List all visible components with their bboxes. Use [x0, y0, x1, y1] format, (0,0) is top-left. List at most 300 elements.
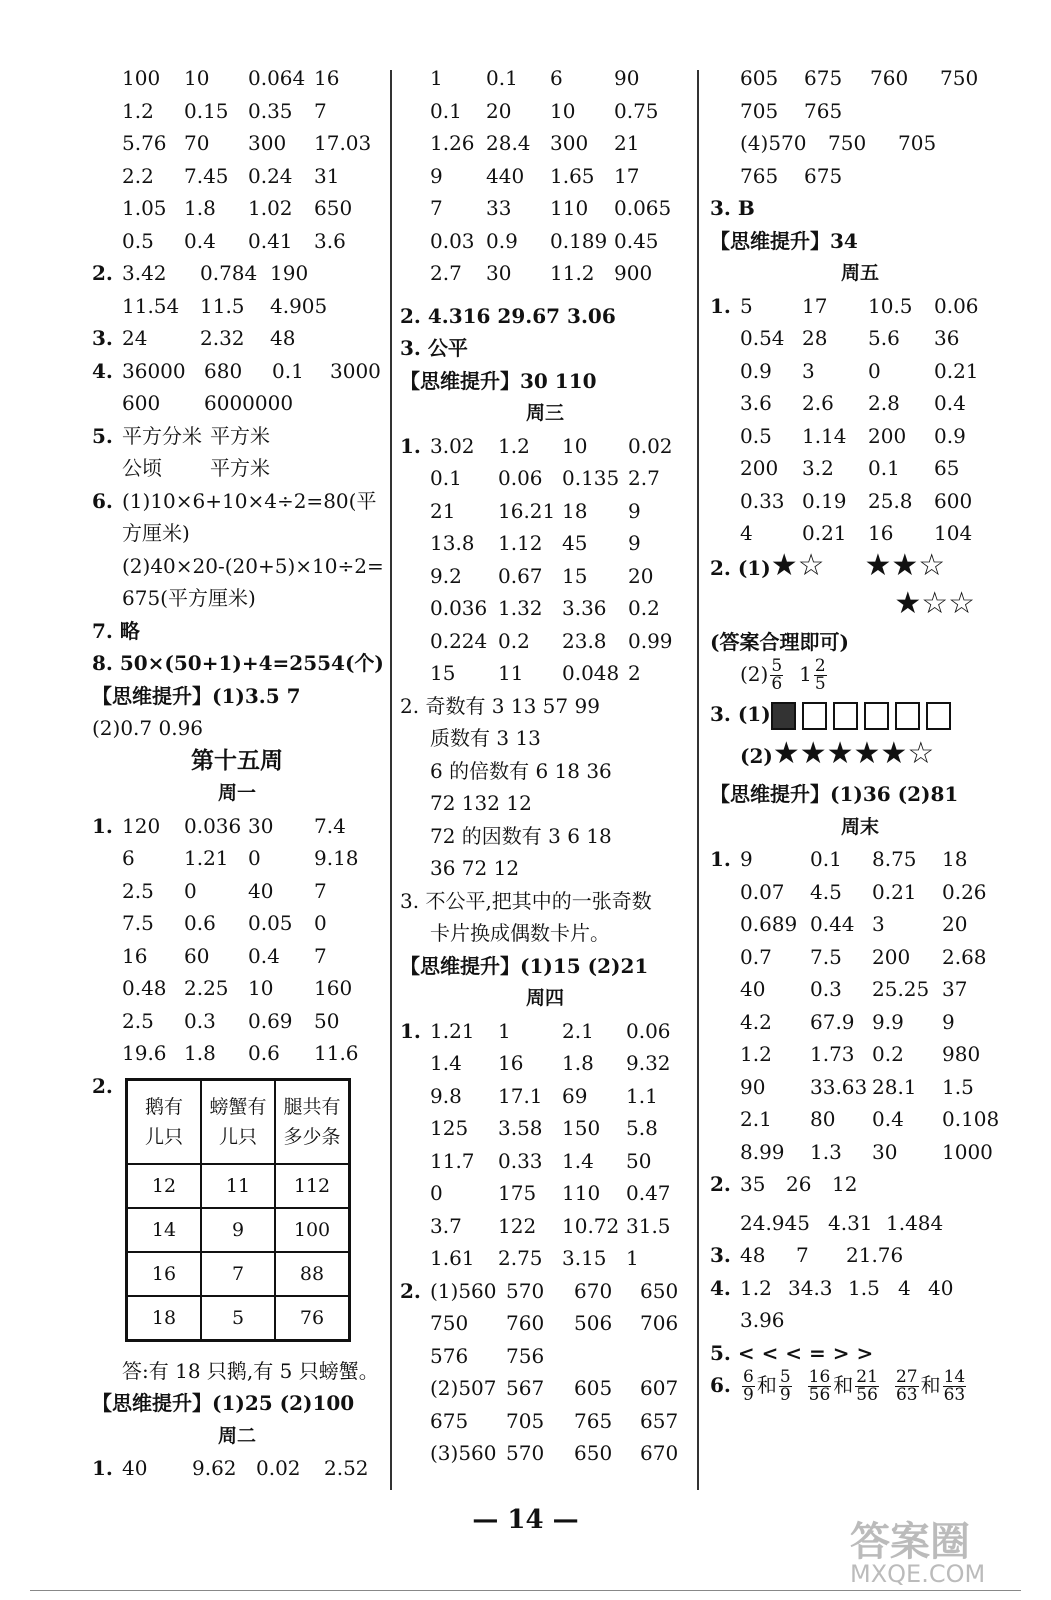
- question-number: 4.: [92, 358, 113, 383]
- numerator: 21: [856, 1367, 878, 1387]
- answer-value: 0.99: [628, 628, 673, 653]
- answer-value: 2.2: [122, 163, 154, 188]
- text-line: [400, 657, 690, 690]
- text-line: [400, 95, 690, 128]
- text-line: [710, 1103, 1010, 1136]
- text-line: [92, 1037, 382, 1070]
- question-number: (2): [740, 744, 773, 768]
- empty-box-icon: [802, 702, 827, 730]
- answer-value: 9.32: [626, 1051, 671, 1075]
- answer-value: 3.15: [562, 1246, 607, 1270]
- answer-value: 0.54: [740, 326, 785, 350]
- answer-value: 1.4: [562, 1148, 594, 1173]
- answer-value: 50: [314, 1008, 340, 1033]
- text-line: [710, 62, 1010, 95]
- answer-value: 2.6: [802, 391, 834, 415]
- answer-value: 0.75: [614, 98, 659, 123]
- text-line: [92, 225, 382, 258]
- column-divider-1: [390, 70, 392, 1490]
- answer-value: 9: [628, 498, 641, 523]
- question-number: (2): [740, 662, 769, 686]
- answer-value: 6000000: [204, 391, 294, 415]
- answer-value: 3: [802, 358, 815, 383]
- answer-value: 21: [614, 131, 640, 155]
- thinking-boost: 【思维提升】(1)3.5 7: [92, 683, 301, 708]
- answer-value: 110: [550, 196, 589, 220]
- answer-value: 100: [122, 66, 161, 90]
- answer-value: 6: [122, 846, 135, 870]
- answer-value: 7.4: [314, 813, 346, 838]
- day-heading: 周三: [525, 402, 564, 424]
- answer-value: 2.25: [184, 976, 229, 1000]
- answer-value: 9: [628, 531, 641, 555]
- text-line: [92, 907, 382, 940]
- answer-value: 760: [870, 66, 909, 90]
- answer-value: 1.14: [802, 423, 847, 448]
- text-line: [92, 127, 382, 160]
- text-line: [400, 430, 690, 463]
- text-line: [710, 585, 1010, 626]
- answer-value: 0.6: [184, 911, 216, 935]
- text-line: [92, 355, 382, 388]
- answer-value: 40: [928, 1275, 954, 1300]
- text-line: 卡片换成偶数卡片。: [430, 921, 610, 945]
- table-row: [127, 1208, 350, 1252]
- answer-value: 0.108: [942, 1107, 1000, 1131]
- text-line: [92, 192, 382, 225]
- answer-value: 10: [550, 98, 576, 123]
- answer-value: 平方分米: [122, 423, 202, 448]
- answer-value: 0: [430, 1181, 443, 1205]
- answer-value: 0.4: [184, 228, 216, 253]
- answer-value: (1)10×6+10×4÷2=80(平: [122, 488, 377, 513]
- answer-value: 10: [562, 433, 588, 458]
- text-line: [710, 387, 1010, 420]
- answer-value: 4.31: [828, 1210, 873, 1235]
- answer-value: 10: [248, 976, 274, 1000]
- fraction: [855, 1369, 879, 1404]
- answer-value: 90: [614, 66, 640, 90]
- answer-value: 11.7: [430, 1148, 475, 1173]
- table-row: [127, 1164, 350, 1208]
- text-line: 36 72 12: [430, 856, 520, 880]
- table-header-cell: 腿共有 多少条: [275, 1080, 350, 1165]
- answer-value: 1.12: [498, 531, 543, 555]
- watermark-url: MXQE.COM: [850, 1560, 986, 1588]
- question-number: 2.: [710, 1172, 731, 1196]
- answer-value: 0.41: [248, 228, 293, 253]
- answer-value: 600: [122, 391, 161, 415]
- answer-value: 3.7: [430, 1213, 462, 1238]
- answer-value: 7: [430, 196, 443, 220]
- question-number: 3.: [710, 1243, 731, 1267]
- answer-value: 9: [430, 163, 443, 188]
- answer-value: 60: [184, 943, 210, 968]
- question-number: 2.: [92, 261, 113, 285]
- answer-value: 3.58: [498, 1116, 543, 1140]
- answer-value: 7.5: [122, 911, 154, 935]
- answer-value: 1.2: [498, 433, 530, 458]
- bottom-rule: [30, 1590, 1021, 1591]
- question-number: 1.: [92, 1456, 113, 1480]
- answer-value: 0.3: [810, 977, 842, 1001]
- answer-value: 12: [832, 1172, 858, 1196]
- star-rating-icon: ★★★★★☆: [772, 736, 935, 771]
- answer-value: 0.4: [872, 1107, 904, 1131]
- thinking-boost: 【思维提升】(1)25 (2)100: [92, 1391, 355, 1415]
- text-line: (2)0.7 0.96: [92, 716, 204, 740]
- answer-value: 675: [804, 163, 843, 188]
- answer-value: 0.224: [430, 628, 488, 653]
- answer-value: 600: [934, 488, 973, 513]
- answer-value: 16: [314, 66, 340, 90]
- answer-value: 200: [872, 944, 911, 969]
- text-line: [92, 420, 382, 453]
- text-line: [92, 160, 382, 193]
- text-line: [92, 257, 382, 290]
- star-rating-icon: ★★☆: [864, 547, 946, 583]
- day-heading: 周一: [217, 782, 256, 804]
- text-line: 答:有 18 只鹅,有 5 只螃蟹。: [122, 1358, 379, 1383]
- answer-value: 1.02: [248, 196, 293, 220]
- empty-box-icon: [864, 702, 889, 730]
- answer-value: 11.6: [314, 1041, 359, 1065]
- text-line: [92, 842, 382, 875]
- answer-value: 9.9: [872, 1009, 904, 1034]
- empty-box-icon: [833, 702, 858, 730]
- answer-value: 33: [486, 196, 512, 220]
- answer-value: 0.21: [872, 879, 917, 904]
- answer-value: 657: [640, 1408, 679, 1433]
- answer-value: 31.5: [626, 1213, 671, 1238]
- text-line: [92, 550, 382, 583]
- text-line: [710, 1038, 1010, 1071]
- text-line: [710, 876, 1010, 909]
- answer-value: 576: [430, 1343, 469, 1368]
- text-line: [400, 290, 690, 300]
- answer-value: 650: [314, 196, 353, 220]
- table-cell: 88: [275, 1252, 350, 1296]
- numerator: 5: [779, 1367, 791, 1387]
- denominator: 9: [779, 1385, 791, 1405]
- answer-value: 1.26: [430, 131, 475, 155]
- text-line: [710, 547, 1010, 588]
- answer-value: 6: [550, 66, 563, 90]
- answer-value: 0.67: [498, 563, 543, 588]
- table-cell: 9: [201, 1208, 275, 1252]
- fraction: [943, 1369, 967, 1404]
- answer-value: 0: [184, 878, 197, 903]
- text-line: [400, 1015, 690, 1048]
- answer-value: 10: [184, 66, 210, 90]
- answer-value: 0.26: [942, 879, 987, 904]
- answer-value: 28: [802, 326, 828, 350]
- answer-value: 36: [934, 326, 960, 350]
- numerator: 16: [808, 1367, 831, 1387]
- answer-value: 120: [122, 813, 161, 838]
- table-cell: 14: [127, 1208, 202, 1252]
- answer-value: 670: [574, 1278, 613, 1303]
- answer-value: 0.45: [614, 228, 659, 253]
- text-line: [92, 322, 382, 355]
- answer-value: 0.24: [248, 163, 293, 188]
- question-number: 2. (1): [710, 555, 771, 580]
- answer-value: 760: [506, 1311, 545, 1335]
- answer-value: 0.3: [184, 1008, 216, 1033]
- answer-value: 1.3: [810, 1139, 842, 1164]
- table-cell: 11: [201, 1164, 275, 1208]
- text-line: [710, 485, 1010, 518]
- answer-value: 23.8: [562, 628, 607, 653]
- answer-value: 200: [868, 423, 907, 448]
- text-line: [92, 517, 382, 550]
- text-line: [710, 420, 1010, 453]
- answer-value: 0.05: [248, 911, 293, 935]
- answer-value: 1.05: [122, 196, 167, 220]
- answer-value: 90: [740, 1074, 766, 1099]
- question-number: 3.: [92, 326, 113, 350]
- answer-value: 7: [314, 943, 327, 968]
- text-line: [710, 843, 1010, 876]
- answer-value: 1.1: [626, 1083, 658, 1108]
- answer-value: 平方米: [210, 423, 270, 448]
- answer-value: 0.1: [430, 466, 462, 490]
- answer-value: 1.65: [550, 163, 595, 188]
- answer-value: 0.7: [740, 944, 772, 969]
- answer-value: 1.21: [184, 846, 229, 870]
- answer-value: 567: [506, 1376, 545, 1400]
- answer-value: 10.5: [868, 293, 913, 318]
- answer-value: 0.47: [626, 1181, 671, 1205]
- fraction: [895, 1369, 919, 1404]
- text-line: [400, 625, 690, 658]
- answer-value: 607: [640, 1376, 679, 1400]
- day-heading: 周二: [217, 1424, 256, 1447]
- answer-value: 605: [740, 66, 779, 90]
- text-line: [710, 1369, 1010, 1413]
- text-line: [400, 495, 690, 528]
- text-line: [92, 582, 382, 615]
- answer-value: 765: [804, 98, 843, 123]
- text-line: [710, 973, 1010, 1006]
- answer-value: 3.2: [802, 456, 834, 480]
- question-number: 5.: [92, 423, 113, 448]
- answer-value: 2.7: [628, 466, 660, 490]
- text-line: [400, 1177, 690, 1210]
- question-number: 1.: [400, 433, 421, 458]
- answer-value: 16: [498, 1051, 524, 1075]
- answer-value: 4.5: [810, 879, 842, 904]
- answer-value: 0.48: [122, 976, 167, 1000]
- conjunction: 和: [756, 1373, 777, 1397]
- answer-value: 1.61: [430, 1246, 475, 1270]
- text-line: [400, 1307, 690, 1340]
- answer-value: 650: [640, 1278, 679, 1303]
- text-line: [710, 160, 1010, 193]
- answer-value: (2)507: [430, 1376, 497, 1400]
- answer-value: 2.1: [740, 1107, 772, 1131]
- answer-value: 30: [486, 261, 512, 285]
- table-header-cell: 螃蟹有 儿只: [201, 1080, 275, 1165]
- answer-value: 1.4: [430, 1051, 462, 1075]
- answer-value: 110: [562, 1181, 601, 1205]
- answer-value: 160: [314, 976, 353, 1000]
- answer-value: 570: [506, 1441, 545, 1465]
- answer-value: 3.36: [562, 596, 607, 620]
- numerator: 6: [743, 1367, 754, 1387]
- text-line: [710, 738, 1010, 778]
- answer-value: 25.25: [872, 977, 930, 1001]
- answer-value: 605: [574, 1376, 613, 1400]
- answer-value: 5: [740, 293, 753, 318]
- answer-value: 24: [122, 326, 148, 350]
- thinking-boost: 【思维提升】34: [710, 228, 858, 253]
- answer-value: 1000: [942, 1139, 993, 1164]
- answer-value: 0.69: [248, 1008, 293, 1033]
- answer-value: 21.76: [846, 1243, 904, 1267]
- answer-value: 33.63: [810, 1074, 868, 1099]
- thinking-boost: 【思维提升】(1)36 (2)81: [710, 782, 959, 806]
- text-line: [92, 972, 382, 1005]
- text-line: [92, 95, 382, 128]
- text-line: [710, 658, 1010, 698]
- question-number: 1.: [710, 847, 731, 871]
- answer-value: 1: [626, 1246, 639, 1270]
- answer-value: 2: [628, 661, 641, 685]
- text-line: [400, 462, 690, 495]
- text-line: [400, 160, 690, 193]
- answer-value: 756: [506, 1343, 545, 1368]
- text-line: [710, 1168, 1010, 1201]
- text-line: 7. 略: [92, 618, 140, 643]
- answer-value: 28.1: [872, 1074, 917, 1099]
- answer-value: 705: [506, 1408, 545, 1433]
- answer-value: 750: [940, 66, 979, 90]
- answer-value: 16.21: [498, 498, 556, 523]
- text-line: 72 132 12: [430, 791, 532, 815]
- answer-value: 0.1: [430, 98, 462, 123]
- answer-value: 17.1: [498, 1083, 543, 1108]
- answer-value: 2.68: [942, 944, 987, 969]
- answer-value: 150: [562, 1116, 601, 1140]
- answer-value: 300: [550, 131, 589, 155]
- answer-value: 3.42: [122, 261, 167, 285]
- text-line: [710, 290, 1010, 323]
- answer-value: 675: [430, 1408, 469, 1433]
- answer-value: 20: [486, 98, 512, 123]
- answer-value: 0.135: [562, 466, 620, 490]
- answer-value: 0.9: [486, 228, 518, 253]
- answer-value: 7.5: [810, 944, 842, 969]
- text-line: [92, 810, 382, 843]
- answer-value: 1: [799, 662, 812, 686]
- answer-value: 15: [430, 661, 456, 685]
- table-cell: 5: [201, 1296, 275, 1341]
- answer-value: 0.1: [272, 358, 304, 383]
- answer-value: 37: [942, 977, 968, 1001]
- answer-value: 0.1: [868, 456, 900, 480]
- text-line: 3.96: [740, 1308, 785, 1332]
- answer-value: 17.03: [314, 131, 372, 155]
- answer-value: 125: [430, 1116, 469, 1140]
- answer-value: 705: [898, 131, 937, 155]
- answer-value: 1.21: [430, 1018, 475, 1043]
- question-number: 3. (1): [710, 702, 771, 726]
- text-line: [400, 1080, 690, 1113]
- answer-value: 30: [248, 813, 274, 838]
- table-row: [127, 1252, 350, 1296]
- answer-value: 5.6: [868, 326, 900, 350]
- text-line: 8. 50×(50+1)+4=2554(个): [92, 651, 384, 675]
- answer-value: 0.036: [430, 596, 488, 620]
- text-line: [710, 95, 1010, 128]
- question-number: 1.: [400, 1018, 421, 1043]
- text-line: [710, 452, 1010, 485]
- numerator: 27: [895, 1367, 918, 1387]
- table-cell: 7: [201, 1252, 275, 1296]
- answer-value: 675: [804, 66, 843, 90]
- denominator: 63: [895, 1385, 918, 1405]
- answer-value: 69: [562, 1083, 588, 1108]
- answer-value: 公顷: [122, 456, 162, 480]
- answer-value: 0.064: [248, 66, 306, 90]
- answer-value: 11.5: [200, 293, 245, 318]
- fraction: [770, 658, 783, 693]
- answer-value: 300: [248, 131, 287, 155]
- answer-value: 9.8: [430, 1083, 462, 1108]
- answer-value: 1.5: [942, 1074, 974, 1099]
- answer-value: 670: [640, 1441, 679, 1465]
- answer-value: 18: [562, 498, 588, 523]
- fraction: [814, 658, 827, 693]
- question-number: 1.: [92, 813, 113, 838]
- answer-value: 3: [872, 912, 885, 936]
- denominator: 56: [808, 1385, 831, 1405]
- day-heading: 周四: [525, 987, 564, 1009]
- answer-value: 45: [562, 531, 588, 555]
- answer-value: (1)560: [430, 1278, 497, 1303]
- answer-value: 650: [574, 1441, 613, 1465]
- answer-value: 18: [942, 847, 968, 871]
- answer-value: 0: [314, 911, 327, 935]
- answer-value: 0.4: [248, 943, 280, 968]
- text-line: [92, 1452, 382, 1485]
- answer-value: 675(平方厘米): [122, 586, 256, 610]
- numerator: 14: [943, 1367, 966, 1387]
- denominator: 56: [856, 1385, 878, 1405]
- empty-box-icon: [895, 702, 920, 730]
- answer-value: 4.2: [740, 1009, 772, 1034]
- text-line: [400, 1112, 690, 1145]
- text-line: [92, 1005, 382, 1038]
- answer-value: 0.784: [200, 261, 258, 285]
- text-line: [710, 1272, 1010, 1305]
- answer-value: 1.2: [740, 1042, 772, 1066]
- fraction: [808, 1369, 832, 1404]
- text-line: 2. 奇数有 3 13 57 99: [400, 693, 600, 718]
- table-cell: 16: [127, 1252, 202, 1296]
- answer-value: 16: [122, 943, 148, 968]
- answer-value: 11.2: [550, 261, 595, 285]
- answer-value: 48: [740, 1243, 766, 1267]
- table-header-row: [127, 1080, 350, 1165]
- answer-value: 2.5: [122, 1008, 154, 1033]
- answer-value: 0.21: [802, 521, 847, 545]
- answer-value: 0.35: [248, 98, 293, 123]
- conjunction: 和: [920, 1373, 941, 1397]
- answer-value: 0.5: [122, 228, 154, 253]
- text-line: [400, 1210, 690, 1243]
